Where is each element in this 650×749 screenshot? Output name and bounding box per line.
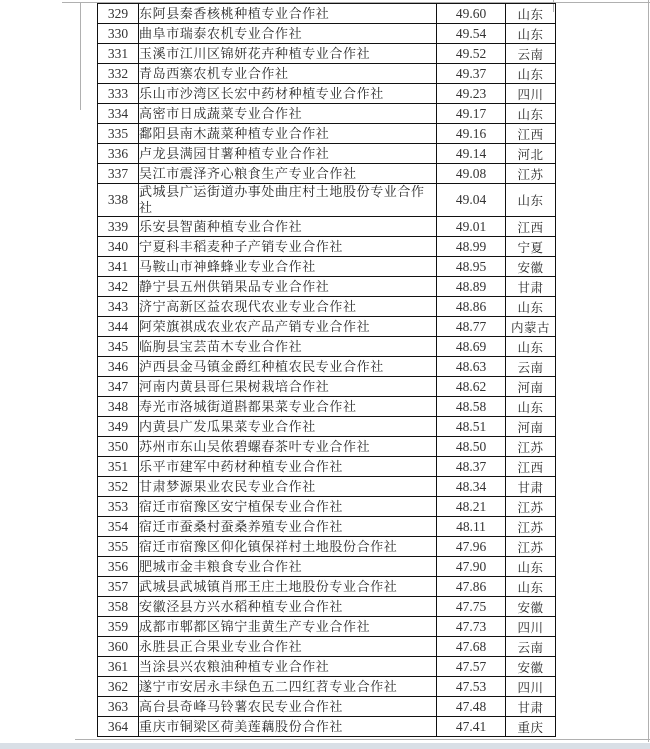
province-cell: 山东	[506, 297, 556, 317]
ranking-table-body	[98, 4, 556, 737]
score-cell: 49.54	[437, 24, 506, 44]
coop-name-cell: 玉溪市江川区锦妍花卉种植专业合作社	[139, 44, 437, 64]
table-row	[98, 317, 556, 337]
rank-cell: 363	[98, 697, 139, 717]
coop-name-cell: 泸西县金马镇金爵红种植农民专业合作社	[139, 357, 437, 377]
coop-name-cell: 成都市郫都区锦宁韭黄生产专业合作社	[139, 617, 437, 637]
province-cell: 江苏	[506, 497, 556, 517]
coop-name-cell: 甘肃梦源果业农民专业合作社	[139, 477, 437, 497]
rank-cell: 335	[98, 124, 139, 144]
score-cell: 49.08	[437, 164, 506, 184]
coop-name-cell: 马鞍山市神蜂蜂业专业合作社	[139, 257, 437, 277]
coop-name-cell: 当涂县兴农粮油种植专业合作社	[139, 657, 437, 677]
rank-cell: 339	[98, 217, 139, 237]
coop-name-cell: 宿迁市宿豫区仰化镇保祥村土地股份合作社	[139, 537, 437, 557]
score-cell: 48.95	[437, 257, 506, 277]
score-cell: 48.69	[437, 337, 506, 357]
table-row	[98, 677, 556, 697]
coop-name-cell: 寿光市洛城街道斟都果菜专业合作社	[139, 397, 437, 417]
rank-cell: 360	[98, 637, 139, 657]
province-cell: 安徽	[506, 657, 556, 677]
score-cell: 49.60	[437, 4, 506, 24]
score-cell: 47.96	[437, 537, 506, 557]
table-row	[98, 164, 556, 184]
province-cell: 江苏	[506, 517, 556, 537]
province-cell: 江西	[506, 457, 556, 477]
table-row	[98, 477, 556, 497]
rank-cell: 351	[98, 457, 139, 477]
score-cell: 48.89	[437, 277, 506, 297]
province-cell: 四川	[506, 617, 556, 637]
rank-cell: 332	[98, 64, 139, 84]
table-row	[98, 124, 556, 144]
table-row	[98, 697, 556, 717]
coop-name-cell: 安徽泾县方兴水稻种植专业合作社	[139, 597, 437, 617]
coop-name-cell: 卢龙县满园甘薯种植专业合作社	[139, 144, 437, 164]
coop-name-cell: 永胜县正合果业专业合作社	[139, 637, 437, 657]
province-cell: 山东	[506, 184, 556, 217]
coop-name-cell: 宿迁市蚕桑村蚕桑养殖专业合作社	[139, 517, 437, 537]
coop-name-cell: 武城县武城镇肖邢王庄土地股份专业合作社	[139, 577, 437, 597]
coop-name-cell: 宁夏科丰稻麦种子产销专业合作社	[139, 237, 437, 257]
score-cell: 47.57	[437, 657, 506, 677]
coop-name-cell: 遂宁市安居永丰绿色五二四红苕专业合作社	[139, 677, 437, 697]
province-cell: 云南	[506, 44, 556, 64]
table-row	[98, 24, 556, 44]
table-row	[98, 417, 556, 437]
province-cell: 安徽	[506, 597, 556, 617]
score-cell: 48.86	[437, 297, 506, 317]
table-row	[98, 237, 556, 257]
table-row	[98, 377, 556, 397]
score-cell: 48.62	[437, 377, 506, 397]
score-cell: 49.17	[437, 104, 506, 124]
rank-cell: 341	[98, 257, 139, 277]
province-cell: 河南	[506, 417, 556, 437]
province-cell: 甘肃	[506, 697, 556, 717]
score-cell: 48.11	[437, 517, 506, 537]
rank-cell: 356	[98, 557, 139, 577]
rank-cell: 337	[98, 164, 139, 184]
province-cell: 四川	[506, 677, 556, 697]
rank-cell: 343	[98, 297, 139, 317]
table-row	[98, 277, 556, 297]
table-row	[98, 717, 556, 737]
province-cell: 云南	[506, 637, 556, 657]
table-row	[98, 144, 556, 164]
coop-name-cell: 乐平市建军中药材种植专业合作社	[139, 457, 437, 477]
rank-cell: 353	[98, 497, 139, 517]
score-cell: 48.37	[437, 457, 506, 477]
table-row	[98, 4, 556, 24]
score-cell: 48.58	[437, 397, 506, 417]
score-cell: 49.37	[437, 64, 506, 84]
table-row	[98, 84, 556, 104]
province-cell: 山东	[506, 104, 556, 124]
rank-cell: 331	[98, 44, 139, 64]
rank-cell: 344	[98, 317, 139, 337]
table-row	[98, 577, 556, 597]
score-cell: 47.41	[437, 717, 506, 737]
score-cell: 47.86	[437, 577, 506, 597]
province-cell: 江西	[506, 217, 556, 237]
rank-cell: 342	[98, 277, 139, 297]
score-cell: 48.99	[437, 237, 506, 257]
table-row	[98, 657, 556, 677]
coop-name-cell: 宿迁市宿豫区安宁植保专业合作社	[139, 497, 437, 517]
rank-cell: 338	[98, 184, 139, 217]
rank-cell: 345	[98, 337, 139, 357]
province-cell: 甘肃	[506, 477, 556, 497]
province-cell: 山东	[506, 337, 556, 357]
coop-name-cell: 重庆市铜梁区荷美莲藕股份合作社	[139, 717, 437, 737]
rank-cell: 340	[98, 237, 139, 257]
score-cell: 48.51	[437, 417, 506, 437]
table-row	[98, 597, 556, 617]
province-cell: 山东	[506, 557, 556, 577]
rank-cell: 357	[98, 577, 139, 597]
coop-name-cell: 东阿县秦香核桃种植专业合作社	[139, 4, 437, 24]
score-cell: 47.73	[437, 617, 506, 637]
table-row	[98, 637, 556, 657]
rank-cell: 347	[98, 377, 139, 397]
score-cell: 48.34	[437, 477, 506, 497]
score-cell: 49.04	[437, 184, 506, 217]
score-cell: 47.53	[437, 677, 506, 697]
table-row	[98, 257, 556, 277]
rank-cell: 346	[98, 357, 139, 377]
province-cell: 河北	[506, 144, 556, 164]
rank-cell: 350	[98, 437, 139, 457]
table-row	[98, 397, 556, 417]
province-cell: 江苏	[506, 437, 556, 457]
rank-cell: 334	[98, 104, 139, 124]
coop-name-cell: 临朐县宝芸苗木专业合作社	[139, 337, 437, 357]
coop-name-cell: 吴江市震泽齐心粮食生产专业合作社	[139, 164, 437, 184]
score-cell: 49.01	[437, 217, 506, 237]
province-cell: 安徽	[506, 257, 556, 277]
province-cell: 江西	[506, 124, 556, 144]
table-row	[98, 357, 556, 377]
score-cell: 47.90	[437, 557, 506, 577]
province-cell: 四川	[506, 84, 556, 104]
coop-name-cell: 肥城市金丰粮食专业合作社	[139, 557, 437, 577]
table-row	[98, 337, 556, 357]
coop-name-cell: 阿荣旗祺成农业农产品产销专业合作社	[139, 317, 437, 337]
province-cell: 山东	[506, 64, 556, 84]
margin-crop-mark-left	[80, 2, 81, 110]
province-cell: 宁夏	[506, 237, 556, 257]
rank-cell: 329	[98, 4, 139, 24]
rank-cell: 355	[98, 537, 139, 557]
coop-name-cell: 高台县奇峰马铃薯农民专业合作社	[139, 697, 437, 717]
table-row	[98, 497, 556, 517]
coop-name-cell: 静宁县五州供销果品专业合作社	[139, 277, 437, 297]
table-row	[98, 104, 556, 124]
rank-cell: 354	[98, 517, 139, 537]
score-cell: 48.63	[437, 357, 506, 377]
rank-cell: 352	[98, 477, 139, 497]
province-cell: 江苏	[506, 164, 556, 184]
score-cell: 47.75	[437, 597, 506, 617]
cooperative-ranking-table	[97, 3, 556, 737]
province-cell: 云南	[506, 357, 556, 377]
table-row	[98, 557, 556, 577]
score-cell: 47.68	[437, 637, 506, 657]
province-cell: 江苏	[506, 537, 556, 557]
rank-cell: 336	[98, 144, 139, 164]
table-row	[98, 457, 556, 477]
coop-name-cell: 青岛西寨农机专业合作社	[139, 64, 437, 84]
table-row	[98, 184, 556, 217]
province-cell: 山东	[506, 397, 556, 417]
coop-name-cell: 乐山市沙湾区长宏中药材种植专业合作社	[139, 84, 437, 104]
rank-cell: 362	[98, 677, 139, 697]
province-cell: 甘肃	[506, 277, 556, 297]
coop-name-cell: 武城县广运街道办事处曲庄村土地股份专业合作社	[139, 184, 437, 217]
coop-name-cell: 高密市日成蔬菜专业合作社	[139, 104, 437, 124]
table-row	[98, 537, 556, 557]
province-cell: 河南	[506, 377, 556, 397]
province-cell: 内蒙古	[506, 317, 556, 337]
province-cell: 山东	[506, 24, 556, 44]
table-row	[98, 44, 556, 64]
score-cell: 48.50	[437, 437, 506, 457]
score-cell: 47.48	[437, 697, 506, 717]
score-cell: 48.77	[437, 317, 506, 337]
table-row	[98, 217, 556, 237]
table-row	[98, 297, 556, 317]
table-row	[98, 437, 556, 457]
province-cell: 山东	[506, 4, 556, 24]
score-cell: 49.52	[437, 44, 506, 64]
coop-name-cell: 苏州市东山吴侬碧螺春茶叶专业合作社	[139, 437, 437, 457]
page-bottom-edge-line	[75, 739, 650, 740]
table-row	[98, 617, 556, 637]
page-right-edge-line	[648, 0, 649, 742]
coop-name-cell: 曲阜市瑞泰农机专业合作社	[139, 24, 437, 44]
rank-cell: 364	[98, 717, 139, 737]
rank-cell: 333	[98, 84, 139, 104]
rank-cell: 359	[98, 617, 139, 637]
coop-name-cell: 内黄县广发瓜果菜专业合作社	[139, 417, 437, 437]
rank-cell: 361	[98, 657, 139, 677]
coop-name-cell: 济宁高新区益农现代农业专业合作社	[139, 297, 437, 317]
score-cell: 49.14	[437, 144, 506, 164]
coop-name-cell: 乐安县智菌种植专业合作社	[139, 217, 437, 237]
province-cell: 重庆	[506, 717, 556, 737]
rank-cell: 358	[98, 597, 139, 617]
table-row	[98, 517, 556, 537]
table-row	[98, 64, 556, 84]
coop-name-cell: 鄱阳县南木蔬菜种植专业合作社	[139, 124, 437, 144]
rank-cell: 349	[98, 417, 139, 437]
rank-cell: 348	[98, 397, 139, 417]
below-page-background	[0, 743, 650, 749]
province-cell: 山东	[506, 577, 556, 597]
score-cell: 49.23	[437, 84, 506, 104]
coop-name-cell: 河南内黄县哥仨果树栽培合作社	[139, 377, 437, 397]
rank-cell: 330	[98, 24, 139, 44]
score-cell: 48.21	[437, 497, 506, 517]
score-cell: 49.16	[437, 124, 506, 144]
